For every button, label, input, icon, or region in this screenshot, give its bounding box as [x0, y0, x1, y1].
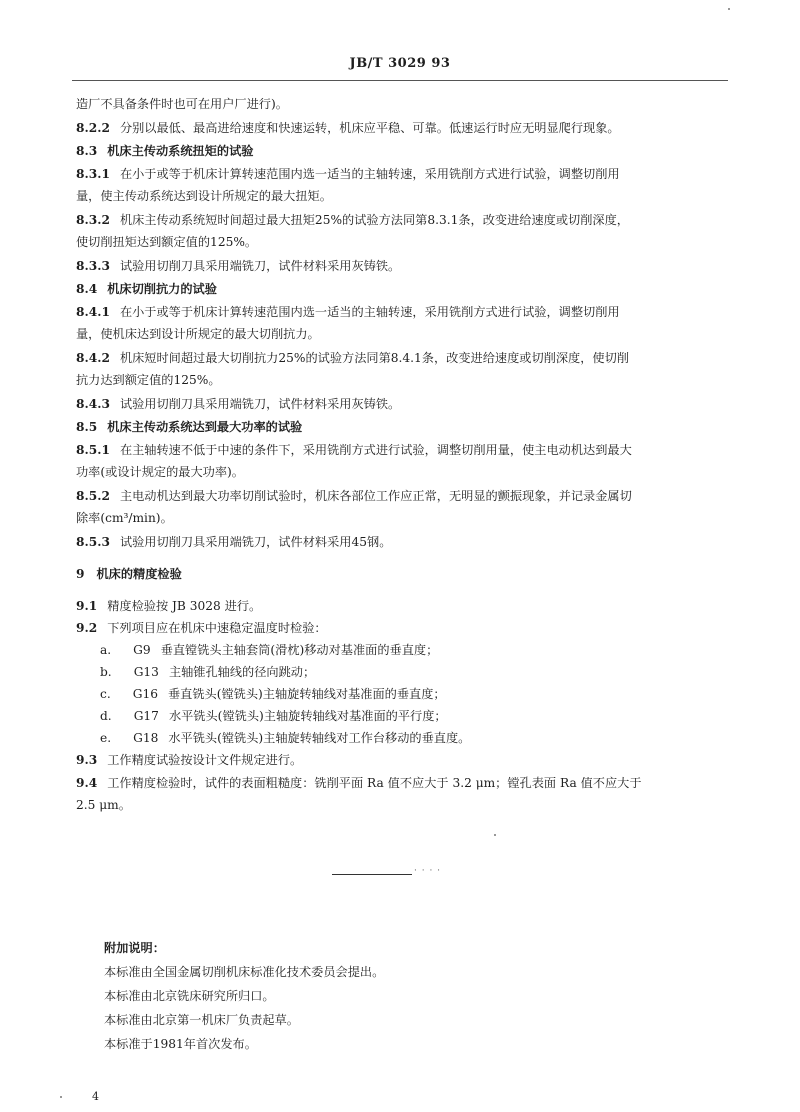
item-code: G16 [132, 687, 158, 701]
clause-8-4-3 [76, 396, 400, 412]
clause-number: 8.5.1 [76, 443, 110, 457]
clause-8-4-2-cont: 抗力达到额定值的125%。 [76, 373, 221, 387]
end-rule [332, 874, 412, 875]
section-8-3-heading [76, 143, 253, 159]
clause-text: 下列项目应在机床中速稳定温度时检验： [107, 621, 327, 635]
clause-text: 在主轴转速不低于中速的条件下，采用铣削方式进行试验，调整切削用量，使主电动机达到最大 [119, 443, 632, 457]
section-8-4-heading [76, 281, 217, 297]
clause-8-3-2-cont: 使切削扭矩达到额定值的125%。 [76, 235, 258, 249]
clause-number: 8.3.3 [76, 259, 110, 273]
clause-8-4-1 [76, 304, 620, 320]
clause-9-4-cont: 2.5 μm。 [76, 798, 131, 812]
page-number: 4 [92, 1090, 99, 1103]
list-item [100, 708, 447, 724]
clause-text: 试验用切削刀具采用端铣刀，试件材料采用灰铸铁。 [119, 259, 401, 273]
clause-text: 试验用切削刀具采用端铣刀，试件材料采用45钢。 [119, 535, 392, 549]
clause-8-3-2 [76, 212, 629, 228]
list-item [100, 664, 315, 680]
clause-8-5-2 [76, 488, 632, 504]
item-text: 水平铣头(镗铣头)主轴旋转轴线对工作台移动的垂直度。 [168, 731, 471, 745]
section-number: 8.3 [76, 144, 98, 158]
clause-9-4 [76, 775, 642, 791]
header-rule [72, 80, 728, 81]
section-8-5-heading [76, 419, 302, 435]
clause-text: 工作精度试验按设计文件规定进行。 [107, 753, 303, 767]
chapter-number: 9 [76, 567, 85, 581]
clause-8-3-1 [76, 166, 620, 182]
clause-number: 9.4 [76, 776, 98, 790]
note-line: 本标准由北京铣床研究所归口。 [104, 989, 275, 1003]
scan-speck [494, 834, 496, 836]
clause-8-5-2-cont: 除率(cm³/min)。 [76, 511, 173, 525]
item-text: 垂直镗铣头主轴套筒(滑枕)移动对基准面的垂直度； [160, 643, 439, 657]
item-text: 主轴锥孔轴线的径向跳动； [168, 665, 316, 679]
note-line: 本标准由北京第一机床厂负责起草。 [104, 1013, 299, 1027]
section-title: 机床主传动系统达到最大功率的试验 [107, 420, 303, 434]
item-letter: c. [100, 687, 111, 701]
clause-number: 9.1 [76, 599, 98, 613]
clause-9-1 [76, 598, 261, 614]
clause-8-3-1-cont: 量，使主传动系统达到设计所规定的最大扭矩。 [76, 189, 332, 203]
clause-number: 8.5.3 [76, 535, 110, 549]
item-letter: d. [100, 709, 112, 723]
clause-8-4-2 [76, 350, 629, 366]
clause-8-2-2 [76, 120, 620, 136]
notes-title: 附加说明： [104, 941, 165, 955]
item-code: G9 [133, 643, 151, 657]
clause-text: 试验用切削刀具采用端铣刀，试件材料采用灰铸铁。 [119, 397, 401, 411]
clause-number: 8.5.2 [76, 489, 110, 503]
item-code: G13 [133, 665, 159, 679]
list-item [100, 686, 446, 702]
clause-9-2 [76, 620, 327, 636]
clause-text: 精度检验按 JB 3028 进行。 [107, 599, 262, 613]
scan-speck [728, 8, 730, 10]
clause-number: 9.3 [76, 753, 98, 767]
chapter-9-heading [76, 566, 182, 582]
note-line: 本标准于1981年首次发布。 [104, 1037, 257, 1051]
clause-text: 机床主传动系统短时间超过最大扭矩25%的试验方法同第8.3.1条，改变进给速度或切削深度， [119, 213, 629, 227]
note-line: 本标准由全国金属切削机床标准化技术委员会提出。 [104, 965, 385, 979]
clause-number: 9.2 [76, 621, 98, 635]
clause-8-5-3 [76, 534, 391, 550]
scan-speck [60, 1096, 62, 1098]
clause-number: 8.3.2 [76, 213, 110, 227]
clause-8-5-1-cont: 功率(或设计规定的最大功率)。 [76, 465, 244, 479]
end-rule-dots: · · · · [414, 866, 442, 876]
clause-text: 在小于或等于机床计算转速范围内选一适当的主轴转速，采用铣削方式进行试验，调整切削用 [119, 167, 620, 181]
item-code: G18 [133, 731, 159, 745]
clause-9-3 [76, 752, 302, 768]
item-letter: e. [100, 731, 112, 745]
section-number: 8.4 [76, 282, 98, 296]
clause-text: 工作精度检验时，试件的表面粗糙度：铣削平面 Ra 值不应大于 3.2 μm；镗孔表面 Ra 值不应大于 [107, 776, 642, 790]
clause-text: 在小于或等于机床计算转速范围内选一适当的主轴转速，采用铣削方式进行试验，调整切削用 [119, 305, 620, 319]
continuation-line: 造厂不具备条件时也可在用户厂进行)。 [76, 97, 288, 111]
item-text: 垂直铣头(镗铣头)主轴旋转轴线对基准面的垂直度； [167, 687, 446, 701]
clause-8-5-1 [76, 442, 632, 458]
clause-text: 机床短时间超过最大切削抗力25%的试验方法同第8.4.1条，改变进给速度或切削深度，使切削 [119, 351, 629, 365]
list-item [100, 730, 470, 746]
clause-number: 8.4.2 [76, 351, 110, 365]
clause-number: 8.4.3 [76, 397, 110, 411]
item-text: 水平铣头(镗铣头)主轴旋转轴线对基准面的平行度； [168, 709, 447, 723]
clause-8-3-3 [76, 258, 400, 274]
section-number: 8.5 [76, 420, 98, 434]
page-header: JB/T 3029 93 [349, 56, 451, 71]
section-title: 机床主传动系统扭矩的试验 [107, 144, 254, 158]
clause-number: 8.3.1 [76, 167, 110, 181]
clause-8-4-1-cont: 量，使机床达到设计所规定的最大切削抗力。 [76, 327, 320, 341]
clause-number: 8.4.1 [76, 305, 110, 319]
item-code: G17 [133, 709, 159, 723]
chapter-title: 机床的精度检验 [96, 567, 182, 581]
list-item [100, 642, 438, 658]
clause-text: 主电动机达到最大功率切削试验时，机床各部位工作应正常，无明显的颤振现象，并记录金属切 [119, 489, 632, 503]
section-title: 机床切削抗力的试验 [107, 282, 217, 296]
clause-text: 分别以最低、最高进给速度和快速运转，机床应平稳、可靠。低速运行时应无明显爬行现象。 [119, 121, 620, 135]
additional-notes [104, 936, 384, 1056]
clause-number: 8.2.2 [76, 121, 110, 135]
item-letter: b. [100, 665, 112, 679]
item-letter: a. [100, 643, 112, 657]
